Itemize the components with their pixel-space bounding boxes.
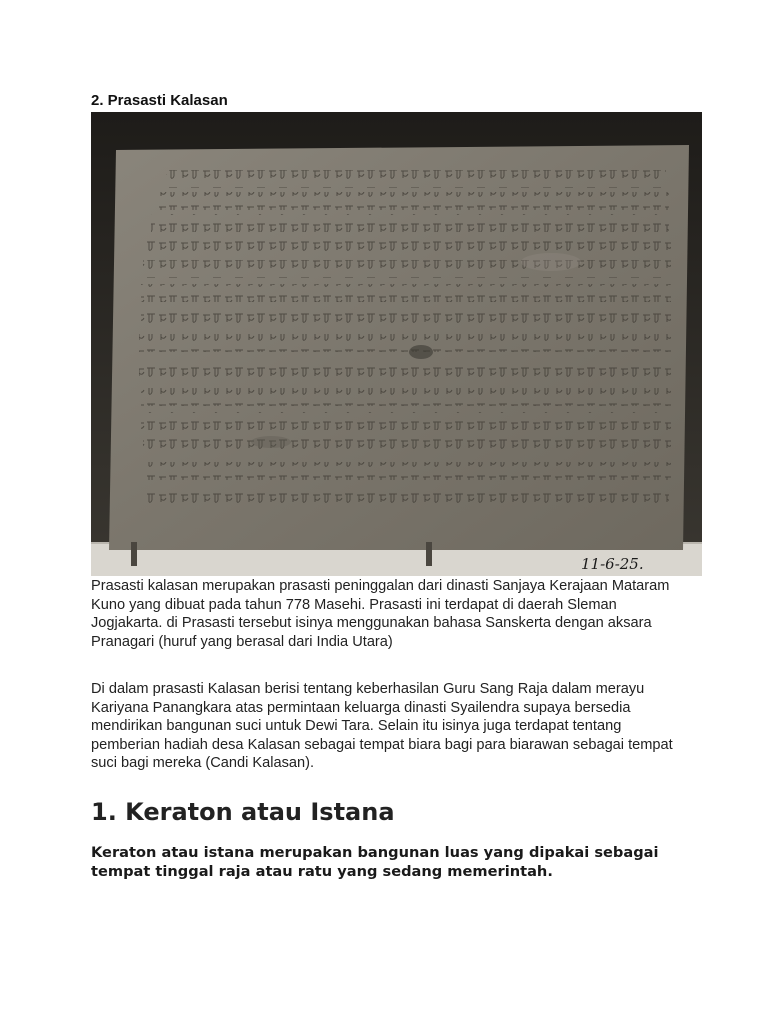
inscription-text-carving — [139, 170, 671, 504]
body-paragraph: Di dalam prasasti Kalasan berisi tentang keberhasilan Guru Sang Raja dalam merayu Kariyana Panangkara atas permintaan keluarga dinasti Syailendra supaya bersedia mendirikan bangunan suci untuk Dewi Tara. Selain itu isinya juga terdapat tentang pemberian hadiah desa Kalasan sebagai tempat biara bagi para biarawan sebagai tempat suci bagi mereka (Candi Kalasan). — [91, 681, 673, 771]
inscription-photo — [91, 112, 702, 576]
section-heading: 1. Keraton atau Istana — [91, 798, 395, 826]
lead-paragraph: Keraton atau istana merupakan bangunan luas yang dipakai sebagai tempat tinggal raja atau ratu yang sedang memerintah. — [91, 844, 659, 880]
photo-caption: Prasasti kalasan merupakan prasasti peninggalan dari dinasti Sanjaya Kerajaan Mataram Kuno yang dibuat pada tahun 778 Masehi. Prasasti ini terdapat di daerah Sleman Jogjakarta. di Prasasti tersebut isinya menggunakan bahasa Sanskerta dengan aksara Pranagari (huruf yang berasal dari India Utara) — [91, 578, 670, 650]
photo-date-mark: 11-6-25. — [581, 555, 644, 573]
section-label: 2. Prasasti Kalasan — [91, 92, 228, 109]
